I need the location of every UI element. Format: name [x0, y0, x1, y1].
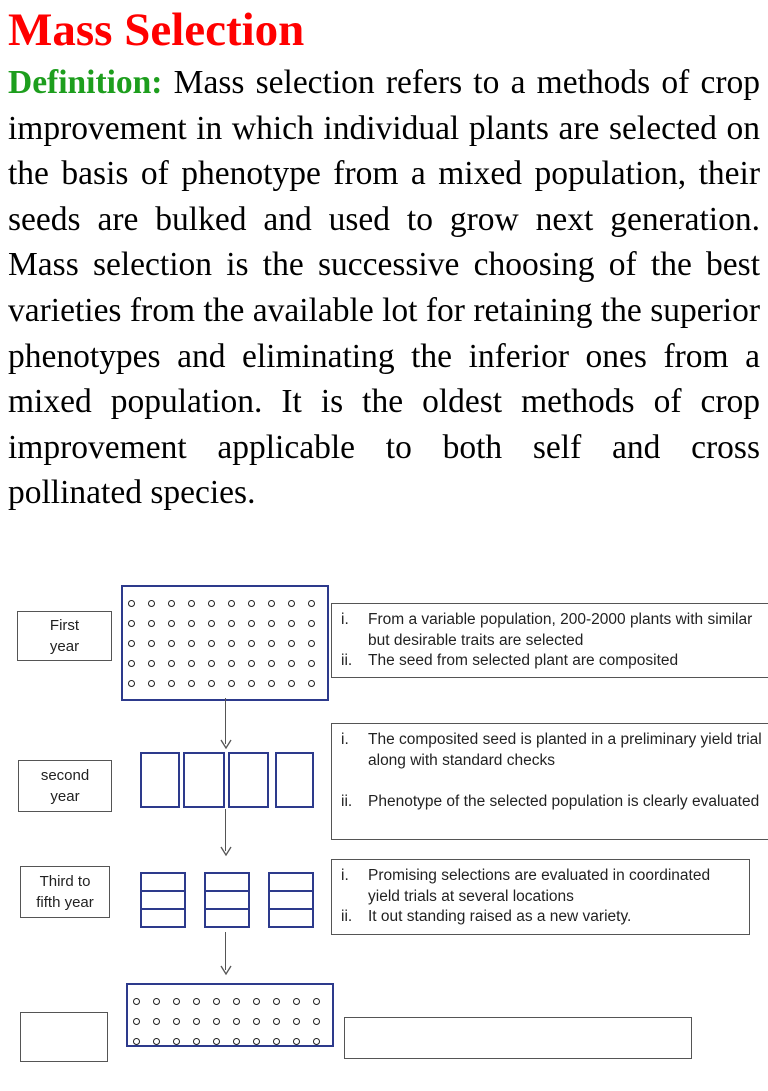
plant-dot	[128, 640, 135, 647]
plant-dot	[168, 660, 175, 667]
plant-dot	[293, 1038, 300, 1045]
plant-dot	[308, 660, 315, 667]
stage-label-line1: second	[40, 767, 90, 784]
plant-dot	[133, 998, 140, 1005]
plant-dot	[288, 660, 295, 667]
plant-dot	[193, 1018, 200, 1025]
note-number: ii.	[341, 652, 353, 669]
plant-dot	[128, 660, 135, 667]
plant-dot	[168, 600, 175, 607]
plant-dot	[148, 640, 155, 647]
plant-dot	[188, 680, 195, 687]
plant-dot	[188, 620, 195, 627]
stage-notes-second-year	[331, 723, 768, 840]
stage-label-second-year	[18, 760, 112, 812]
plant-dot	[308, 620, 315, 627]
yield-trial-plot	[183, 752, 225, 808]
plant-dot	[188, 600, 195, 607]
plant-dot	[153, 1018, 160, 1025]
plant-dot	[213, 998, 220, 1005]
location-trial-plot	[204, 872, 250, 928]
yield-trial-plot	[228, 752, 269, 808]
plant-dot	[253, 1038, 260, 1045]
plant-dot	[153, 998, 160, 1005]
plant-dot	[313, 998, 320, 1005]
plant-dot	[168, 680, 175, 687]
note-text: Promising selections are evaluated in coordinated yield trials at several locations	[368, 867, 711, 905]
plant-dot	[128, 600, 135, 607]
plant-dot	[308, 680, 315, 687]
plant-dot	[128, 620, 135, 627]
plant-dot-grid	[131, 991, 322, 1091]
plant-dot	[228, 620, 235, 627]
plant-dot	[248, 600, 255, 607]
note-item	[341, 610, 768, 651]
down-arrow-icon	[219, 845, 233, 857]
plant-dot-row	[126, 673, 317, 693]
yield-trial-plot	[275, 752, 314, 808]
plant-dot	[213, 1038, 220, 1045]
stage-label-line1: First	[49, 617, 80, 634]
plant-dot	[293, 1018, 300, 1025]
note-number: i.	[341, 867, 349, 884]
plant-dot	[268, 640, 275, 647]
plant-dot	[233, 1018, 240, 1025]
plant-dot	[188, 640, 195, 647]
note-number: i.	[341, 611, 349, 628]
plant-dot-row	[131, 1011, 322, 1031]
plant-dot	[133, 1018, 140, 1025]
plant-dot	[288, 640, 295, 647]
plant-dot-grid	[126, 593, 317, 693]
plant-dot	[208, 620, 215, 627]
note-number: ii.	[341, 793, 353, 810]
plant-dot	[228, 660, 235, 667]
plant-dot	[268, 680, 275, 687]
page-title: Mass Selection	[8, 4, 305, 56]
note-item	[341, 907, 745, 928]
plant-dot	[268, 600, 275, 607]
plant-dot	[133, 1038, 140, 1045]
stage-label-line2: year	[50, 788, 80, 805]
location-trial-plot	[140, 872, 186, 928]
plant-dot	[193, 1038, 200, 1045]
plant-dot	[208, 680, 215, 687]
plant-dot	[273, 998, 280, 1005]
note-item	[341, 730, 766, 792]
plant-dot	[308, 600, 315, 607]
note-number: ii.	[341, 908, 353, 925]
stage-label-line1: Third to	[39, 873, 91, 890]
plant-dot	[228, 600, 235, 607]
plant-dot	[208, 660, 215, 667]
stage-notes-third-to-fifth-year	[331, 859, 750, 935]
note-text: The composited seed is planted in a preliminary yield trial along with standard checks	[368, 731, 762, 769]
stage-label-first-year	[17, 611, 112, 661]
plant-dot	[173, 998, 180, 1005]
plant-dot-row	[126, 613, 317, 633]
plant-dot	[313, 1038, 320, 1045]
note-text: Phenotype of the selected population is clearly evaluated	[368, 793, 760, 810]
plant-dot	[248, 680, 255, 687]
plant-dot-row	[131, 991, 322, 1011]
plant-dot-row	[126, 593, 317, 613]
plant-dot	[233, 998, 240, 1005]
plant-dot	[148, 600, 155, 607]
note-item	[341, 651, 768, 672]
plant-dot	[268, 660, 275, 667]
plant-dot	[253, 1018, 260, 1025]
stage-label-last	[20, 1012, 108, 1062]
definition-paragraph	[8, 60, 760, 516]
plant-dot	[273, 1038, 280, 1045]
plant-dot	[228, 640, 235, 647]
mass-selection-flow-diagram	[0, 584, 768, 1024]
location-trial-plot	[268, 872, 314, 928]
plant-dot	[248, 660, 255, 667]
plant-dot	[148, 660, 155, 667]
plant-dot	[288, 600, 295, 607]
stage-label-line1	[49, 1017, 80, 1038]
note-item	[341, 792, 766, 833]
plant-dot-row	[131, 1031, 322, 1051]
plant-dot	[208, 600, 215, 607]
plant-dot	[193, 998, 200, 1005]
stage-label-line2: year	[49, 638, 80, 655]
stage-notes-first-year	[331, 603, 768, 678]
stage-label-line2: fifth year	[36, 894, 94, 911]
note-text: The seed from selected plant are composited	[368, 652, 679, 669]
plant-dot	[168, 620, 175, 627]
plant-dot	[148, 620, 155, 627]
plant-dot	[313, 1018, 320, 1025]
plant-dot	[228, 680, 235, 687]
note-text: From a variable population, 200-2000 plants with similar but desirable traits are selected	[368, 611, 753, 649]
plant-dot	[268, 620, 275, 627]
plant-dot	[173, 1018, 180, 1025]
plant-dot	[288, 680, 295, 687]
down-arrow-icon	[219, 964, 233, 976]
plant-dot	[233, 1038, 240, 1045]
plant-dot	[248, 640, 255, 647]
yield-trial-plot	[140, 752, 180, 808]
plant-dot	[208, 640, 215, 647]
plant-dot	[308, 640, 315, 647]
plant-dot	[173, 1038, 180, 1045]
stage-label-third-to-fifth-year	[20, 866, 110, 918]
plant-dot	[293, 998, 300, 1005]
plant-dot	[153, 1038, 160, 1045]
plant-dot-row	[126, 633, 317, 653]
plant-dot-row	[126, 653, 317, 673]
plant-dot	[128, 680, 135, 687]
note-number: i.	[341, 731, 349, 748]
plant-dot	[248, 620, 255, 627]
plant-dot	[273, 1018, 280, 1025]
definition-label: Definition:	[8, 64, 163, 101]
down-arrow-icon	[219, 738, 233, 750]
plant-dot	[188, 660, 195, 667]
plant-dot	[288, 620, 295, 627]
stage-notes-last	[344, 1017, 692, 1059]
plant-dot	[213, 1018, 220, 1025]
note-item	[341, 866, 745, 907]
new-variety-population-plot	[126, 983, 334, 1047]
note-text: It out standing raised as a new variety.	[368, 908, 632, 925]
plant-dot	[253, 998, 260, 1005]
plant-dot	[148, 680, 155, 687]
variable-population-plot	[121, 585, 329, 701]
definition-text: Mass selection refers to a methods of crop improvement in which individual plants are selected on the basis of phenotype from a mixed population, their seeds are bulked and used to grow next generation. Mass selection is the successive choosing of the best varieties from the available lot for retaining the superior phenotypes and eliminating the inferior ones from a mixed population. It is the oldest methods of crop improvement applicable to both self and cross pollinated species.	[8, 64, 760, 512]
plant-dot	[168, 640, 175, 647]
